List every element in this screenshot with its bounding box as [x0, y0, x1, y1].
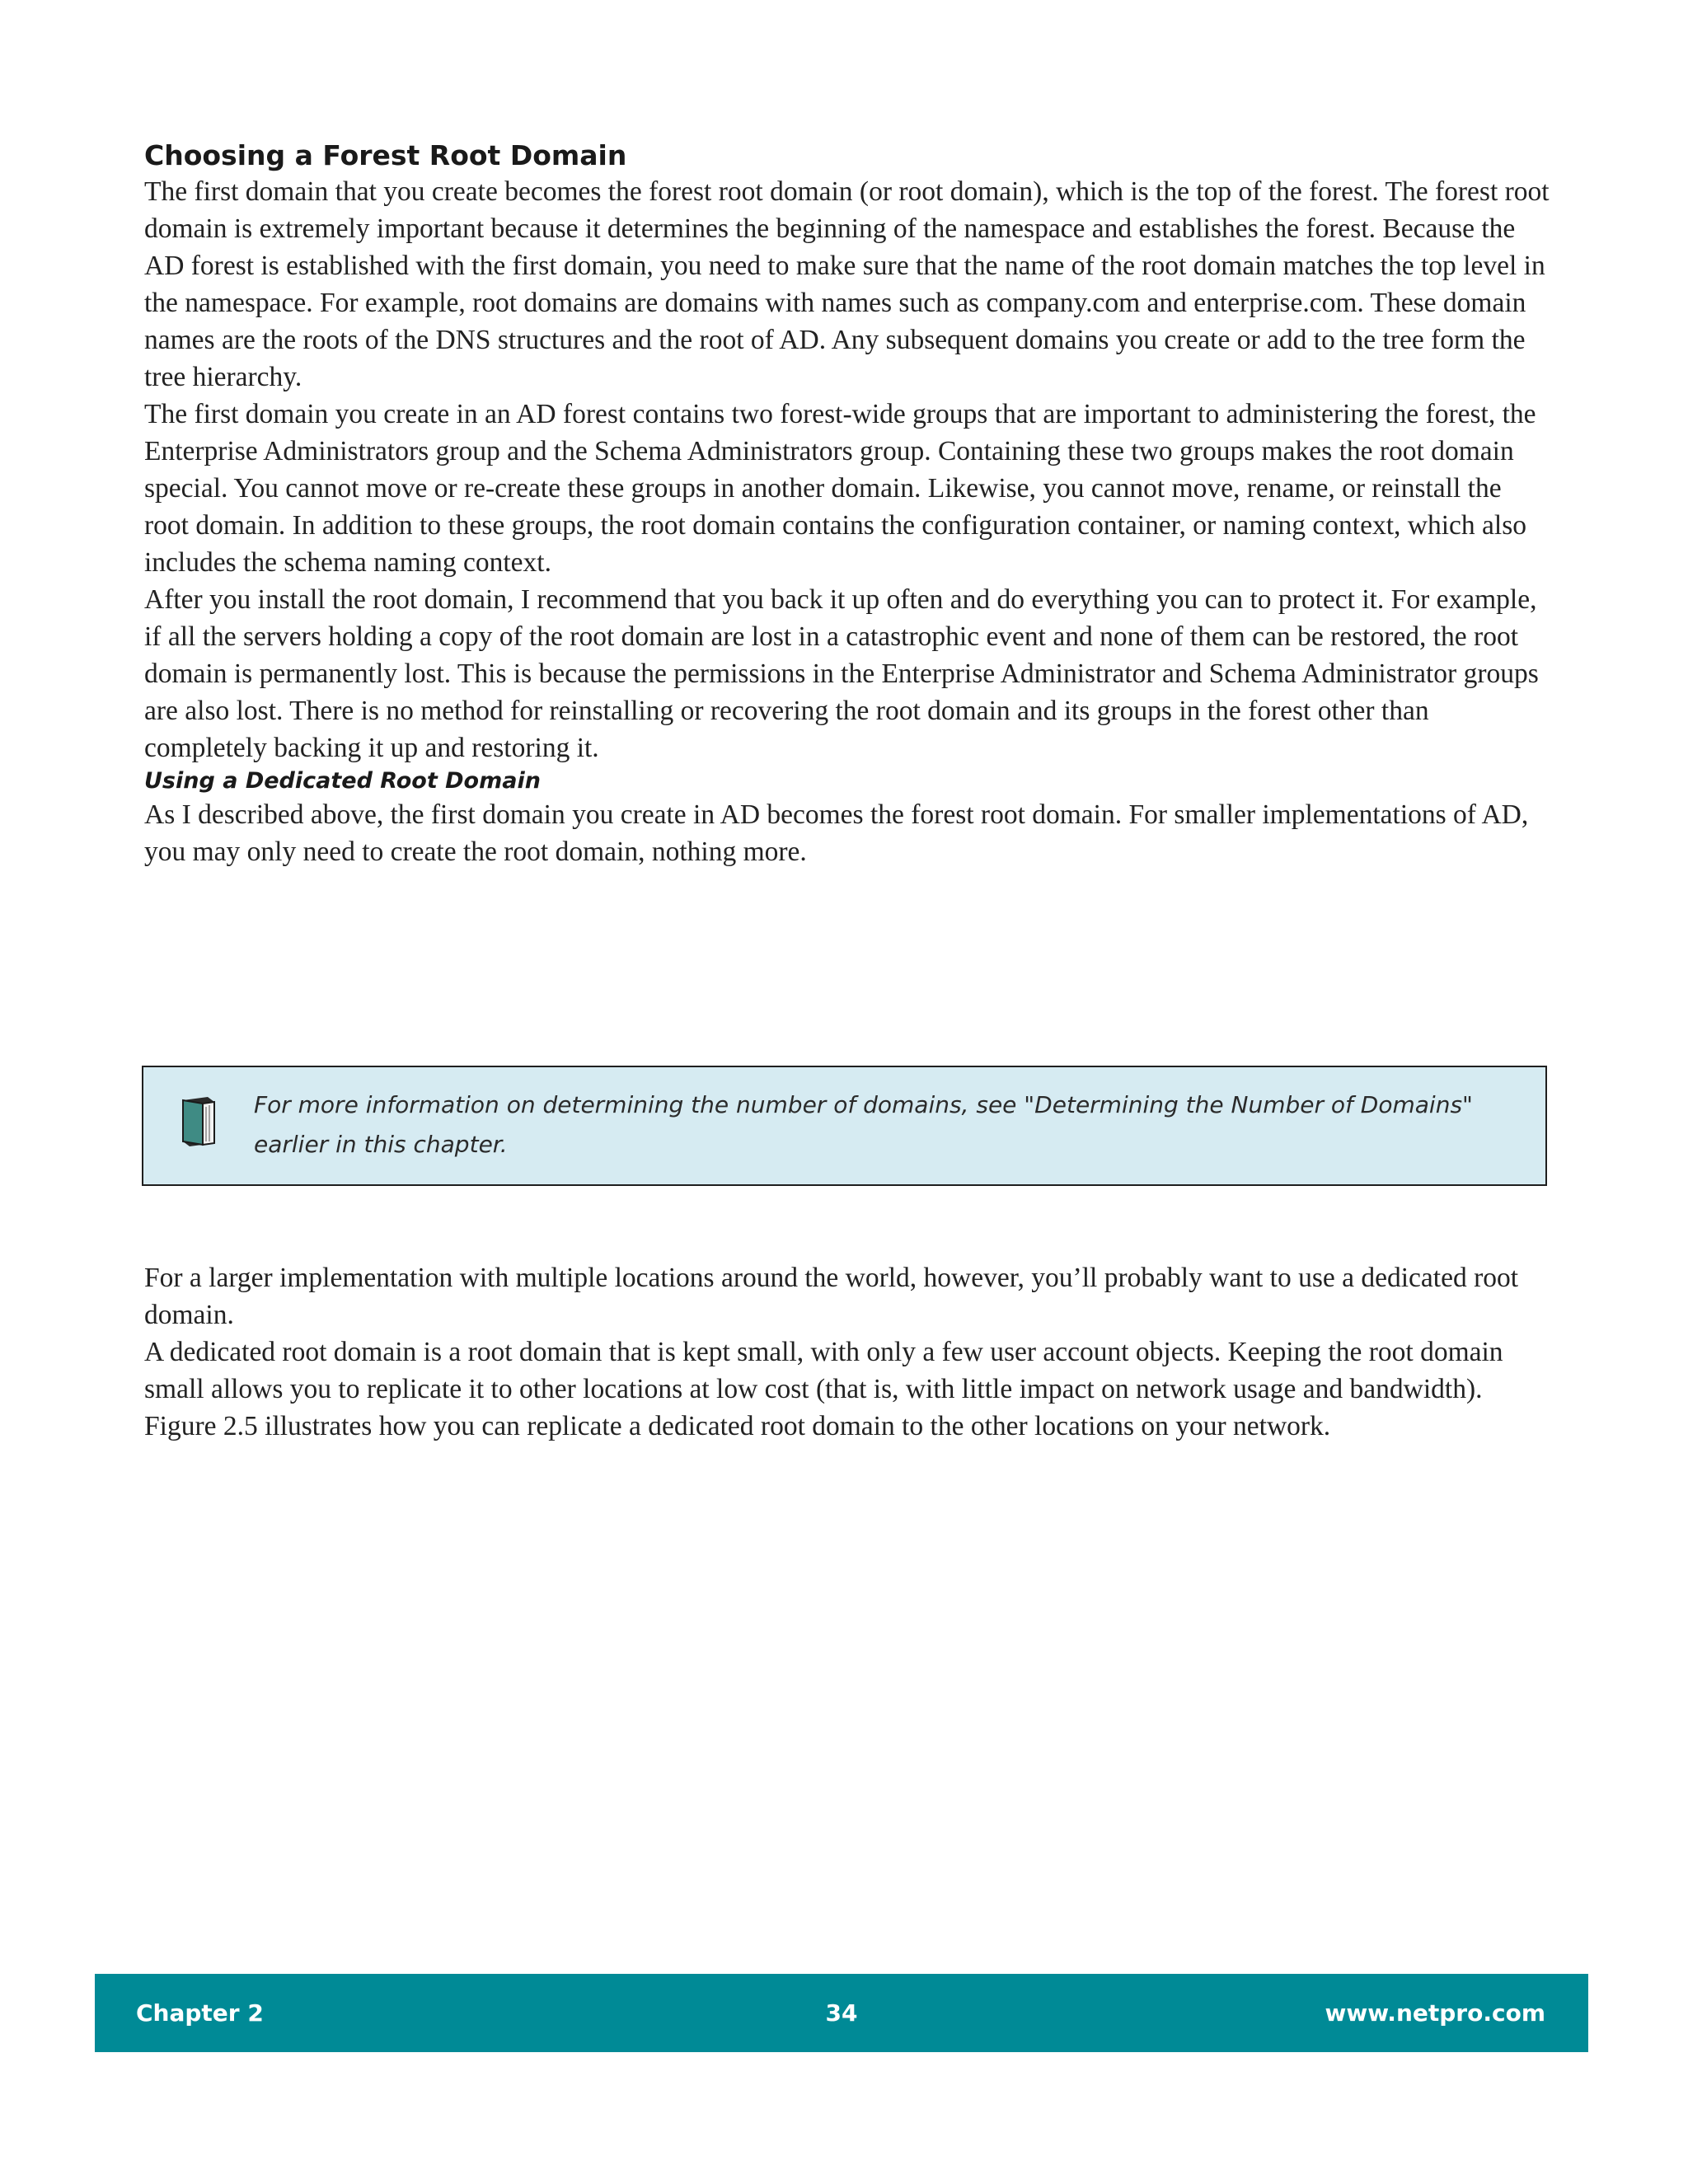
body-paragraph: For a larger implementation with multiple locations around the world, however, you’ll probably want to use a dedicated root domain.: [144, 1263, 1519, 1330]
main-content: [144, 138, 1550, 870]
footer-chapter: Chapter 2: [136, 1999, 264, 2027]
continued-content: [144, 1259, 1550, 1445]
body-paragraph: As I described above, the first domain you create in AD becomes the forest root domain. For smaller implementations of AD, you may only need to create the root domain, nothing more.: [144, 799, 1529, 867]
note-box: [142, 1066, 1547, 1186]
footer-page-number: 34: [825, 1999, 858, 2027]
note-text: For more information on determining the number of domains, see "Determining the Number of Domains" earlier in this chapter.: [254, 1091, 1473, 1158]
book-icon: [178, 1095, 219, 1146]
body-paragraph: The first domain that you create becomes the forest root domain (or root domain), which is the top of the forest. The forest root domain is extremely important because it determines the beginning of the namespace and establishes the forest. Because the AD forest is established with the first domain, you need to make sure that the name of the root domain matches the top level in the namespace. For example, root domains are domains with names such as company.com and enterprise.com. These domain names are the roots of the DNS structures and the root of AD. Any subsequent domains you create or add to the tree form the tree hierarchy.: [144, 176, 1550, 392]
body-paragraph: A dedicated root domain is a root domain that is kept small, with only a few user account objects. Keeping the root domain small allows you to replicate it to other locations at low cost (that is, with little impact on network usage and bandwidth). Figure 2.5 illustrates how you can replicate a dedicated root domain to the other locations on your network.: [144, 1337, 1503, 1441]
subsection-heading: Using a Dedicated Root Domain: [144, 768, 541, 794]
page-footer: [95, 1974, 1588, 2052]
body-paragraph: The first domain you create in an AD forest contains two forest-wide groups that are important to administering the forest, the Enterprise Administrators group and the Schema Administrators group. Containing these two groups makes the root domain special. You cannot move or re-create these groups in another domain. Likewise, you cannot move, rename, or reinstall the root domain. In addition to these groups, the root domain contains the configuration container, or naming context, which also includes the schema naming context.: [144, 399, 1536, 578]
body-paragraph: After you install the root domain, I recommend that you back it up often and do everything you can to protect it. For example, if all the servers holding a copy of the root domain are lost in a catastrophic event and none of them can be restored, the root domain is permanently lost. This is because the permissions in the Enterprise Administrator and Schema Administrator groups are also lost. There is no method for reinstalling or recovering the root domain and its groups in the forest other than completely backing it up and restoring it.: [144, 584, 1539, 763]
footer-website-link[interactable]: www.netpro.com: [1325, 1999, 1545, 2027]
section-heading: Choosing a Forest Root Domain: [144, 139, 627, 171]
